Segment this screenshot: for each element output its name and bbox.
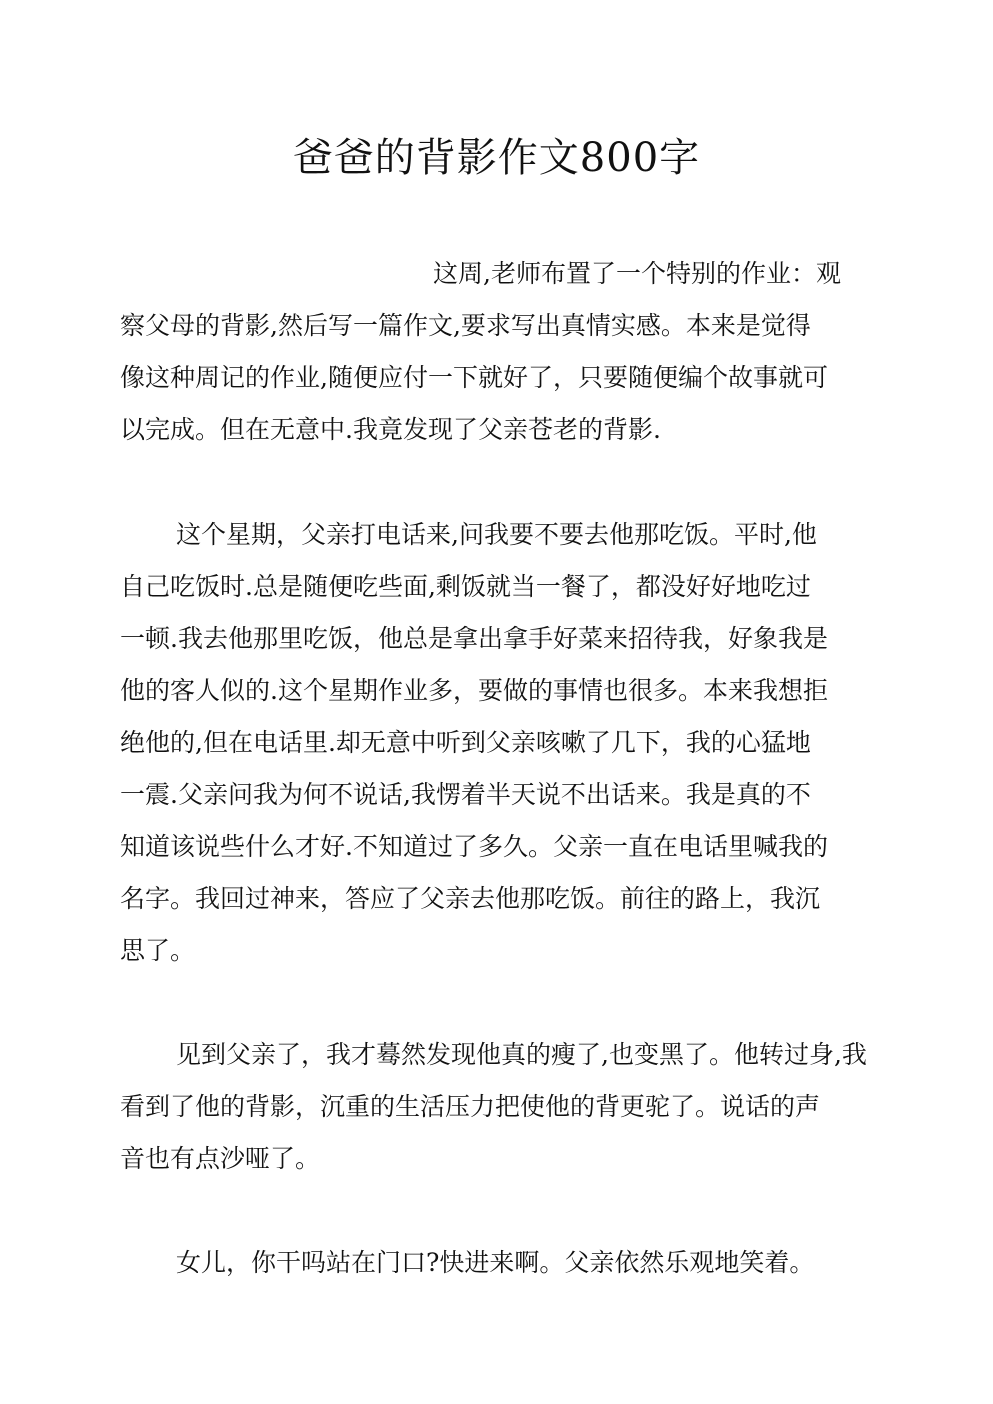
paragraph-2-line-1: 这个星期，父亲打电话来,问我要不要去他那吃饭。平时,他	[176, 520, 817, 549]
paragraph-1-line-4: 以完成。但在无意中.我竟发现了父亲苍老的背影.	[120, 415, 661, 444]
paragraph-3-line-1: 见到父亲了，我才蓦然发现他真的瘦了,也变黑了。他转过身,我	[176, 1040, 867, 1069]
paragraph-2-line-9: 思了。	[120, 936, 196, 965]
paragraph-1-line-3: 像这种周记的作业,随便应付一下就好了，只要随便编个故事就可	[120, 363, 828, 392]
paragraph-2-line-5: 绝他的,但在电话里.却无意中听到父亲咳嗽了几下，我的心猛地	[120, 728, 811, 757]
paragraph-1-line-1: 这周,老师布置了一个特别的作业：观	[433, 259, 841, 288]
paragraph-2-line-8: 名字。我回过神来，答应了父亲去他那吃饭。前往的路上，我沉	[120, 884, 821, 913]
page-title: 爸爸的背影作文800字	[292, 135, 701, 181]
paragraph-3-line-3: 音也有点沙哑了。	[120, 1144, 321, 1173]
paragraph-1-line-2: 察父母的背影,然后写一篇作文,要求写出真情实感。本来是觉得	[120, 311, 811, 340]
paragraph-4-line-1: 女儿，你干吗站在门口?快进来啊。父亲依然乐观地笑着。	[176, 1248, 815, 1277]
paragraph-2-line-2: 自己吃饭时.总是随便吃些面,剩饭就当一餐了，都没好好地吃过	[120, 572, 811, 601]
paragraph-2-line-7: 知道该说些什么才好.不知道过了多久。父亲一直在电话里喊我的	[120, 832, 828, 861]
paragraph-2-line-4: 他的客人似的.这个星期作业多，要做的事情也很多。本来我想拒	[120, 676, 828, 705]
paragraph-2-line-6: 一震.父亲问我为何不说话,我愣着半天说不出话来。我是真的不	[120, 780, 811, 809]
paragraph-2-line-3: 一顿.我去他那里吃饭，他总是拿出拿手好菜来招待我，好象我是	[120, 624, 828, 653]
paragraph-3-line-2: 看到了他的背影，沉重的生活压力把使他的背更驼了。说话的声	[120, 1092, 821, 1121]
